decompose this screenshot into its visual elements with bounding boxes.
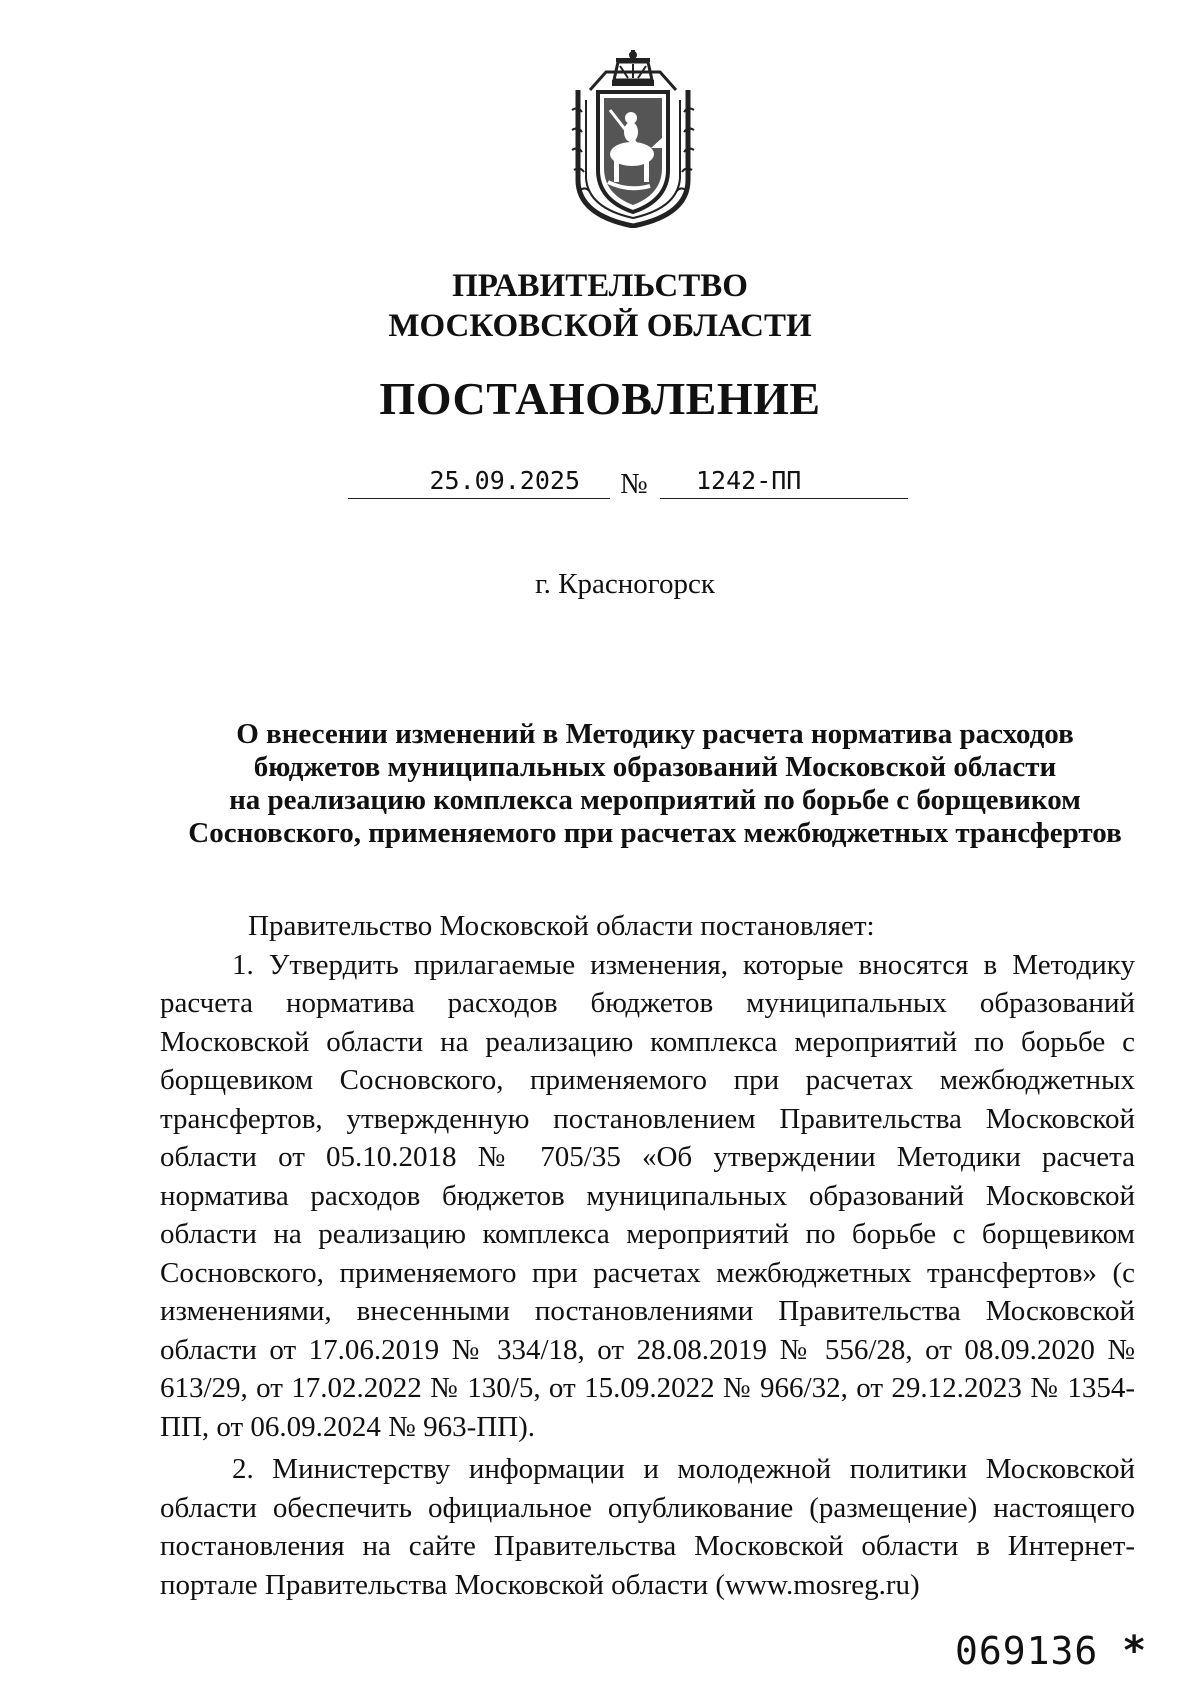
registration-date: 25.09.2025 (348, 464, 610, 499)
government-name-line2: МОСКОВСКОЙ ОБЛАСТИ (388, 308, 812, 344)
subject-line: Сосновского, применяемого при расчетах межбюджетных трансфертов (188, 817, 1122, 849)
serial-number (955, 1628, 1147, 1674)
city: г. Красногорск (535, 568, 715, 600)
subject-line: бюджетов муниципальных образований Московской области (253, 751, 1057, 783)
body-item-2: 2. Министерству информации и молодежной политики Московской области обеспечить официальное опубликование (размещение) настоящего постановления на сайте Правительства Московской области в Интернет-портале Правительства Московской области (www.mosreg.ru) (160, 1453, 1135, 1601)
document-type: ПОСТАНОВЛЕНИЕ (379, 373, 821, 424)
asterisk-icon: * (1122, 1628, 1148, 1674)
subject-line: на реализацию комплекса мероприятий по борьбе с борщевиком (229, 784, 1081, 816)
document-body (160, 907, 1135, 1604)
government-name-line1: ПРАВИТЕЛЬСТВО (452, 268, 748, 304)
government-name (0, 266, 1200, 346)
registration-number: 1242-ПП (660, 464, 908, 499)
moscow-oblast-coat-of-arms-icon (558, 50, 708, 228)
body-item-1: 1. Утвердить прилагаемые изменения, которые вносятся в Методику расчета норматива расходов бюджетов муниципальных образований Московской области на реализацию комплекса мероприятий по борьбе с борщевиком Сосновского, применяемого при расчетах межбюджетных трансфертов, утвержденную постановлением Правительства Московской области от 05.10.2018 № 705/35 «Об утверждении Методики расчета норматива расходов бюджетов муниципальных образований Московской области на реализацию комплекса мероприятий по борьбе с борщевиком Сосновского, применяемого при расчетах межбюджетных трансфертов» (с изменениями, внесенными постановлениями Правительства Московской области от 17.06.2019 № 334/18, от 28.08.2019 № 556/28, от 08.09.2020 № 613/29, от 17.02.2022 № 130/5, от 15.09.2022 № 966/32, от 29.12.2023 № 1354-ПП, от 06.09.2024 № 963-ПП). (160, 948, 1135, 1443)
number-sign: № (620, 468, 648, 500)
document-subject (180, 718, 1130, 850)
body-intro: Правительство Московской области постановляет: (248, 910, 875, 942)
registration-line (348, 464, 908, 510)
subject-line: О внесении изменений в Методику расчета норматива расходов (236, 718, 1074, 750)
serial-digits: 069136 (955, 1629, 1099, 1673)
